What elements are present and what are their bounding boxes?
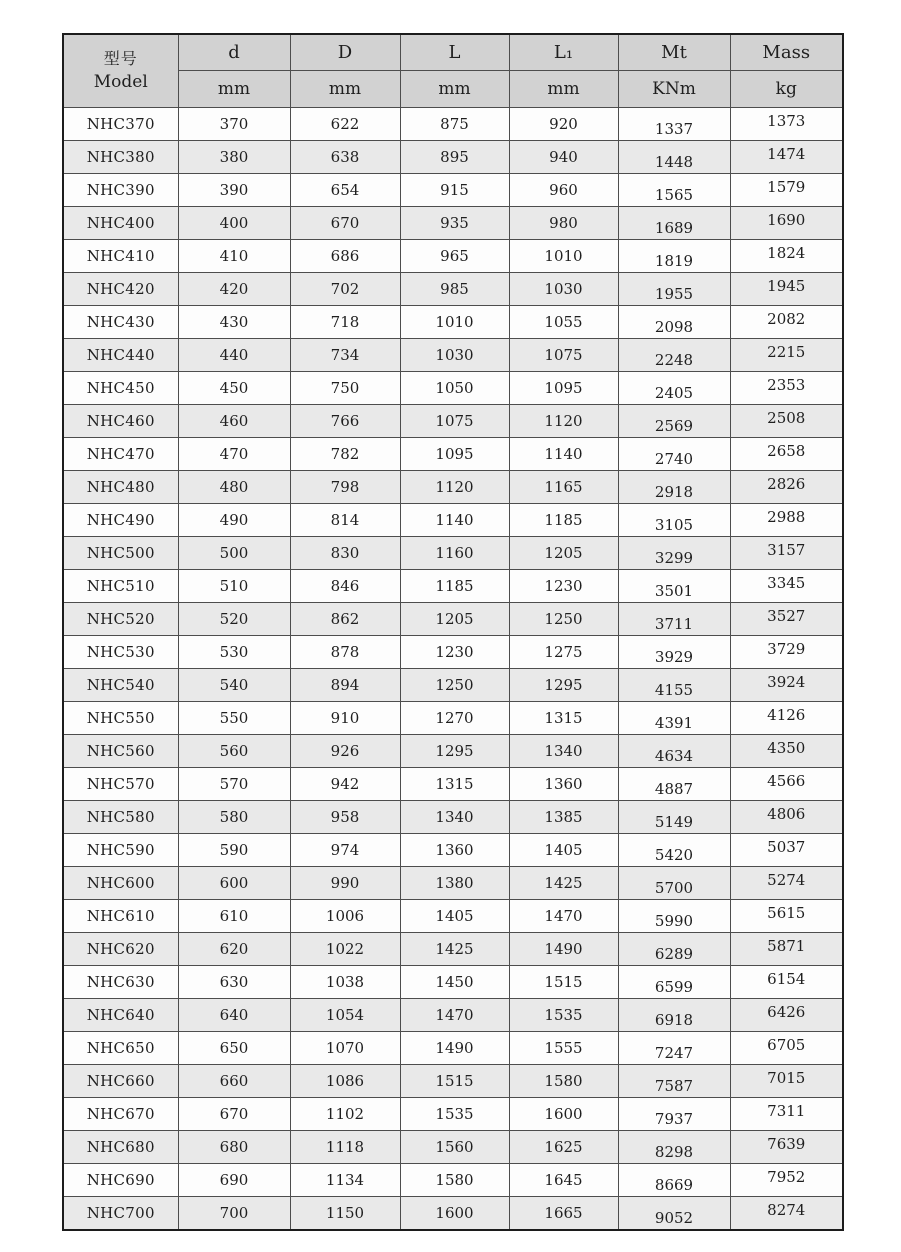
mass-cell: 1373: [730, 108, 843, 141]
header-col-Mt: Mt: [618, 34, 730, 71]
mass-cell: 7015: [730, 1065, 843, 1098]
d-cell: 590: [178, 834, 290, 867]
model-cell: NHC460: [63, 405, 178, 438]
model-cell: NHC570: [63, 768, 178, 801]
mass-cell: 2988: [730, 504, 843, 537]
model-cell: NHC690: [63, 1164, 178, 1197]
dcap-cell: 654: [290, 174, 400, 207]
model-cell: NHC640: [63, 999, 178, 1032]
d-cell: 530: [178, 636, 290, 669]
model-cell: NHC530: [63, 636, 178, 669]
model-cell: NHC580: [63, 801, 178, 834]
mass-cell: 3729: [730, 636, 843, 669]
l-cell: 1340: [400, 801, 509, 834]
table-row: [63, 1065, 843, 1098]
model-cell: NHC510: [63, 570, 178, 603]
dcap-cell: 846: [290, 570, 400, 603]
d-cell: 430: [178, 306, 290, 339]
l1-cell: 1490: [509, 933, 618, 966]
mt-cell: 5700: [618, 867, 730, 900]
d-cell: 420: [178, 273, 290, 306]
mass-cell: 8274: [730, 1197, 843, 1230]
l-cell: 1560: [400, 1131, 509, 1164]
table-row: [63, 207, 843, 240]
mt-cell: 9052: [618, 1197, 730, 1230]
l1-cell: 1055: [509, 306, 618, 339]
l-cell: 1515: [400, 1065, 509, 1098]
l1-cell: 1625: [509, 1131, 618, 1164]
header-col-d: d: [178, 34, 290, 71]
mass-cell: 4806: [730, 801, 843, 834]
d-cell: 490: [178, 504, 290, 537]
mass-cell: 4566: [730, 768, 843, 801]
l1-cell: 1030: [509, 273, 618, 306]
header-model: [63, 34, 178, 108]
table-row: [63, 1032, 843, 1065]
header-model-cn: 型号: [103, 49, 138, 69]
mt-cell: 2248: [618, 339, 730, 372]
dcap-cell: 958: [290, 801, 400, 834]
dcap-cell: 910: [290, 702, 400, 735]
mt-cell: 7247: [618, 1032, 730, 1065]
l1-cell: 1665: [509, 1197, 618, 1230]
mass-cell: 4126: [730, 702, 843, 735]
l-cell: 1580: [400, 1164, 509, 1197]
model-cell: NHC600: [63, 867, 178, 900]
table-row: [63, 471, 843, 504]
table-body: [63, 108, 843, 1230]
mt-cell: 5420: [618, 834, 730, 867]
mt-cell: 1337: [618, 108, 730, 141]
header-labels-row: [63, 34, 843, 71]
d-cell: 640: [178, 999, 290, 1032]
d-cell: 380: [178, 141, 290, 174]
model-cell: NHC540: [63, 669, 178, 702]
d-cell: 670: [178, 1098, 290, 1131]
dcap-cell: 782: [290, 438, 400, 471]
table-row: [63, 273, 843, 306]
mt-cell: 2918: [618, 471, 730, 504]
mt-cell: 8298: [618, 1131, 730, 1164]
dcap-cell: 622: [290, 108, 400, 141]
mass-cell: 7639: [730, 1131, 843, 1164]
l-cell: 1250: [400, 669, 509, 702]
l1-cell: 1425: [509, 867, 618, 900]
l-cell: 1095: [400, 438, 509, 471]
l1-cell: 1095: [509, 372, 618, 405]
mt-cell: 2098: [618, 306, 730, 339]
table-row: [63, 1164, 843, 1197]
d-cell: 510: [178, 570, 290, 603]
l-cell: 915: [400, 174, 509, 207]
l1-cell: 1515: [509, 966, 618, 999]
l1-cell: 1405: [509, 834, 618, 867]
mt-cell: 8669: [618, 1164, 730, 1197]
dcap-cell: 1070: [290, 1032, 400, 1065]
mt-cell: 6289: [618, 933, 730, 966]
mass-cell: 3157: [730, 537, 843, 570]
mt-cell: 2740: [618, 438, 730, 471]
mass-cell: 2082: [730, 306, 843, 339]
mass-cell: 5037: [730, 834, 843, 867]
unit-L: mm: [400, 71, 509, 108]
spec-table: [62, 33, 844, 1231]
table-row: [63, 966, 843, 999]
model-cell: NHC410: [63, 240, 178, 273]
l1-cell: 1275: [509, 636, 618, 669]
mt-cell: 4634: [618, 735, 730, 768]
l-cell: 875: [400, 108, 509, 141]
table-row: [63, 306, 843, 339]
l1-cell: 1340: [509, 735, 618, 768]
mass-cell: 7952: [730, 1164, 843, 1197]
l1-cell: 1205: [509, 537, 618, 570]
mass-cell: 3345: [730, 570, 843, 603]
l-cell: 1010: [400, 306, 509, 339]
mt-cell: 6918: [618, 999, 730, 1032]
l-cell: 1230: [400, 636, 509, 669]
l1-cell: 1250: [509, 603, 618, 636]
dcap-cell: 798: [290, 471, 400, 504]
l-cell: 1185: [400, 570, 509, 603]
d-cell: 620: [178, 933, 290, 966]
l1-cell: 1645: [509, 1164, 618, 1197]
l1-cell: 1535: [509, 999, 618, 1032]
table-row: [63, 240, 843, 273]
d-cell: 600: [178, 867, 290, 900]
d-cell: 370: [178, 108, 290, 141]
model-cell: NHC590: [63, 834, 178, 867]
l-cell: 1140: [400, 504, 509, 537]
dcap-cell: 942: [290, 768, 400, 801]
table-row: [63, 108, 843, 141]
l-cell: 895: [400, 141, 509, 174]
model-cell: NHC390: [63, 174, 178, 207]
table-row: [63, 603, 843, 636]
dcap-cell: 1134: [290, 1164, 400, 1197]
table-row: [63, 339, 843, 372]
dcap-cell: 1118: [290, 1131, 400, 1164]
l1-cell: 1185: [509, 504, 618, 537]
table-row: [63, 537, 843, 570]
l-cell: 1470: [400, 999, 509, 1032]
model-cell: NHC380: [63, 141, 178, 174]
l-cell: 1270: [400, 702, 509, 735]
dcap-cell: 1102: [290, 1098, 400, 1131]
model-cell: NHC520: [63, 603, 178, 636]
table-row: [63, 405, 843, 438]
table-row: [63, 636, 843, 669]
table-row: [63, 867, 843, 900]
l-cell: 1030: [400, 339, 509, 372]
dcap-cell: 766: [290, 405, 400, 438]
l1-cell: 1295: [509, 669, 618, 702]
mass-cell: 4350: [730, 735, 843, 768]
l-cell: 1160: [400, 537, 509, 570]
mt-cell: 1448: [618, 141, 730, 174]
mt-cell: 1955: [618, 273, 730, 306]
dcap-cell: 1150: [290, 1197, 400, 1230]
mt-cell: 3501: [618, 570, 730, 603]
l1-cell: 1230: [509, 570, 618, 603]
table-row: [63, 570, 843, 603]
dcap-cell: 974: [290, 834, 400, 867]
model-cell: NHC680: [63, 1131, 178, 1164]
unit-d: mm: [178, 71, 290, 108]
model-cell: NHC630: [63, 966, 178, 999]
dcap-cell: 1086: [290, 1065, 400, 1098]
l-cell: 1050: [400, 372, 509, 405]
l1-cell: 1075: [509, 339, 618, 372]
mass-cell: 2353: [730, 372, 843, 405]
table-row: [63, 999, 843, 1032]
d-cell: 480: [178, 471, 290, 504]
l1-cell: 1010: [509, 240, 618, 273]
mass-cell: 3527: [730, 603, 843, 636]
d-cell: 450: [178, 372, 290, 405]
l-cell: 1535: [400, 1098, 509, 1131]
table-row: [63, 834, 843, 867]
dcap-cell: 670: [290, 207, 400, 240]
header-col-L: L: [400, 34, 509, 71]
dcap-cell: 702: [290, 273, 400, 306]
l1-cell: 1470: [509, 900, 618, 933]
l-cell: 935: [400, 207, 509, 240]
l1-cell: 1315: [509, 702, 618, 735]
model-cell: NHC470: [63, 438, 178, 471]
mass-cell: 6705: [730, 1032, 843, 1065]
l-cell: 1360: [400, 834, 509, 867]
model-cell: NHC420: [63, 273, 178, 306]
d-cell: 550: [178, 702, 290, 735]
l-cell: 1120: [400, 471, 509, 504]
d-cell: 680: [178, 1131, 290, 1164]
d-cell: 650: [178, 1032, 290, 1065]
model-cell: NHC620: [63, 933, 178, 966]
table-row: [63, 504, 843, 537]
l-cell: 1380: [400, 867, 509, 900]
table-row: [63, 801, 843, 834]
model-cell: NHC560: [63, 735, 178, 768]
table-row: [63, 669, 843, 702]
dcap-cell: 878: [290, 636, 400, 669]
mt-cell: 4887: [618, 768, 730, 801]
dcap-cell: 862: [290, 603, 400, 636]
unit-L1: mm: [509, 71, 618, 108]
l1-cell: 1360: [509, 768, 618, 801]
d-cell: 690: [178, 1164, 290, 1197]
d-cell: 500: [178, 537, 290, 570]
mass-cell: 2508: [730, 405, 843, 438]
l-cell: 965: [400, 240, 509, 273]
dcap-cell: 830: [290, 537, 400, 570]
l-cell: 1315: [400, 768, 509, 801]
d-cell: 400: [178, 207, 290, 240]
mass-cell: 3924: [730, 669, 843, 702]
l1-cell: 1555: [509, 1032, 618, 1065]
mass-cell: 2826: [730, 471, 843, 504]
dcap-cell: 926: [290, 735, 400, 768]
l1-cell: 980: [509, 207, 618, 240]
model-cell: NHC490: [63, 504, 178, 537]
dcap-cell: 638: [290, 141, 400, 174]
mass-cell: 1824: [730, 240, 843, 273]
mt-cell: 6599: [618, 966, 730, 999]
d-cell: 610: [178, 900, 290, 933]
d-cell: 660: [178, 1065, 290, 1098]
table-row: [63, 372, 843, 405]
model-cell: NHC500: [63, 537, 178, 570]
mass-cell: 6426: [730, 999, 843, 1032]
mass-cell: 2215: [730, 339, 843, 372]
header-units-row: [63, 71, 843, 108]
l-cell: 985: [400, 273, 509, 306]
mt-cell: 2569: [618, 405, 730, 438]
mass-cell: 1579: [730, 174, 843, 207]
table-row: [63, 1098, 843, 1131]
mass-cell: 1690: [730, 207, 843, 240]
l1-cell: 960: [509, 174, 618, 207]
l-cell: 1405: [400, 900, 509, 933]
table-row: [63, 1131, 843, 1164]
d-cell: 540: [178, 669, 290, 702]
model-cell: NHC550: [63, 702, 178, 735]
mt-cell: 1689: [618, 207, 730, 240]
mt-cell: 3299: [618, 537, 730, 570]
mass-cell: 5615: [730, 900, 843, 933]
l-cell: 1075: [400, 405, 509, 438]
table-row: [63, 1197, 843, 1230]
mass-cell: 7311: [730, 1098, 843, 1131]
mt-cell: 2405: [618, 372, 730, 405]
table-row: [63, 174, 843, 207]
l-cell: 1450: [400, 966, 509, 999]
dcap-cell: 1054: [290, 999, 400, 1032]
mass-cell: 6154: [730, 966, 843, 999]
d-cell: 580: [178, 801, 290, 834]
l1-cell: 940: [509, 141, 618, 174]
l1-cell: 920: [509, 108, 618, 141]
d-cell: 410: [178, 240, 290, 273]
table-row: [63, 933, 843, 966]
dcap-cell: 1038: [290, 966, 400, 999]
dcap-cell: 686: [290, 240, 400, 273]
mt-cell: 5990: [618, 900, 730, 933]
dcap-cell: 894: [290, 669, 400, 702]
dcap-cell: 734: [290, 339, 400, 372]
model-cell: NHC660: [63, 1065, 178, 1098]
d-cell: 390: [178, 174, 290, 207]
mass-cell: 5274: [730, 867, 843, 900]
model-cell: NHC450: [63, 372, 178, 405]
unit-Mass: kg: [730, 71, 843, 108]
d-cell: 440: [178, 339, 290, 372]
l-cell: 1205: [400, 603, 509, 636]
l1-cell: 1165: [509, 471, 618, 504]
mt-cell: 3929: [618, 636, 730, 669]
l-cell: 1600: [400, 1197, 509, 1230]
unit-D: mm: [290, 71, 400, 108]
d-cell: 570: [178, 768, 290, 801]
header-col-L1: L₁: [509, 34, 618, 71]
mass-cell: 5871: [730, 933, 843, 966]
l1-cell: 1140: [509, 438, 618, 471]
model-cell: NHC610: [63, 900, 178, 933]
mt-cell: 3711: [618, 603, 730, 636]
d-cell: 700: [178, 1197, 290, 1230]
l1-cell: 1600: [509, 1098, 618, 1131]
dcap-cell: 750: [290, 372, 400, 405]
d-cell: 520: [178, 603, 290, 636]
mass-cell: 2658: [730, 438, 843, 471]
model-cell: NHC650: [63, 1032, 178, 1065]
table-row: [63, 735, 843, 768]
header-model-en: Model: [93, 72, 148, 93]
header-col-D: D: [290, 34, 400, 71]
model-cell: NHC370: [63, 108, 178, 141]
dcap-cell: 814: [290, 504, 400, 537]
table-row: [63, 768, 843, 801]
model-cell: NHC430: [63, 306, 178, 339]
mt-cell: 3105: [618, 504, 730, 537]
mass-cell: 1945: [730, 273, 843, 306]
dcap-cell: 1006: [290, 900, 400, 933]
l-cell: 1425: [400, 933, 509, 966]
mt-cell: 1565: [618, 174, 730, 207]
mt-cell: 4391: [618, 702, 730, 735]
l1-cell: 1385: [509, 801, 618, 834]
model-cell: NHC400: [63, 207, 178, 240]
table-row: [63, 900, 843, 933]
mass-cell: 1474: [730, 141, 843, 174]
table-row: [63, 141, 843, 174]
l-cell: 1490: [400, 1032, 509, 1065]
unit-Mt: KNm: [618, 71, 730, 108]
mt-cell: 7937: [618, 1098, 730, 1131]
d-cell: 470: [178, 438, 290, 471]
d-cell: 560: [178, 735, 290, 768]
mt-cell: 5149: [618, 801, 730, 834]
table-row: [63, 438, 843, 471]
model-cell: NHC480: [63, 471, 178, 504]
model-cell: NHC670: [63, 1098, 178, 1131]
mt-cell: 1819: [618, 240, 730, 273]
l-cell: 1295: [400, 735, 509, 768]
model-cell: NHC700: [63, 1197, 178, 1230]
table-header: [63, 34, 843, 108]
mt-cell: 7587: [618, 1065, 730, 1098]
dcap-cell: 990: [290, 867, 400, 900]
l1-cell: 1580: [509, 1065, 618, 1098]
table-row: [63, 702, 843, 735]
dcap-cell: 1022: [290, 933, 400, 966]
model-cell: NHC440: [63, 339, 178, 372]
header-col-Mass: Mass: [730, 34, 843, 71]
d-cell: 460: [178, 405, 290, 438]
dcap-cell: 718: [290, 306, 400, 339]
d-cell: 630: [178, 966, 290, 999]
mt-cell: 4155: [618, 669, 730, 702]
l1-cell: 1120: [509, 405, 618, 438]
